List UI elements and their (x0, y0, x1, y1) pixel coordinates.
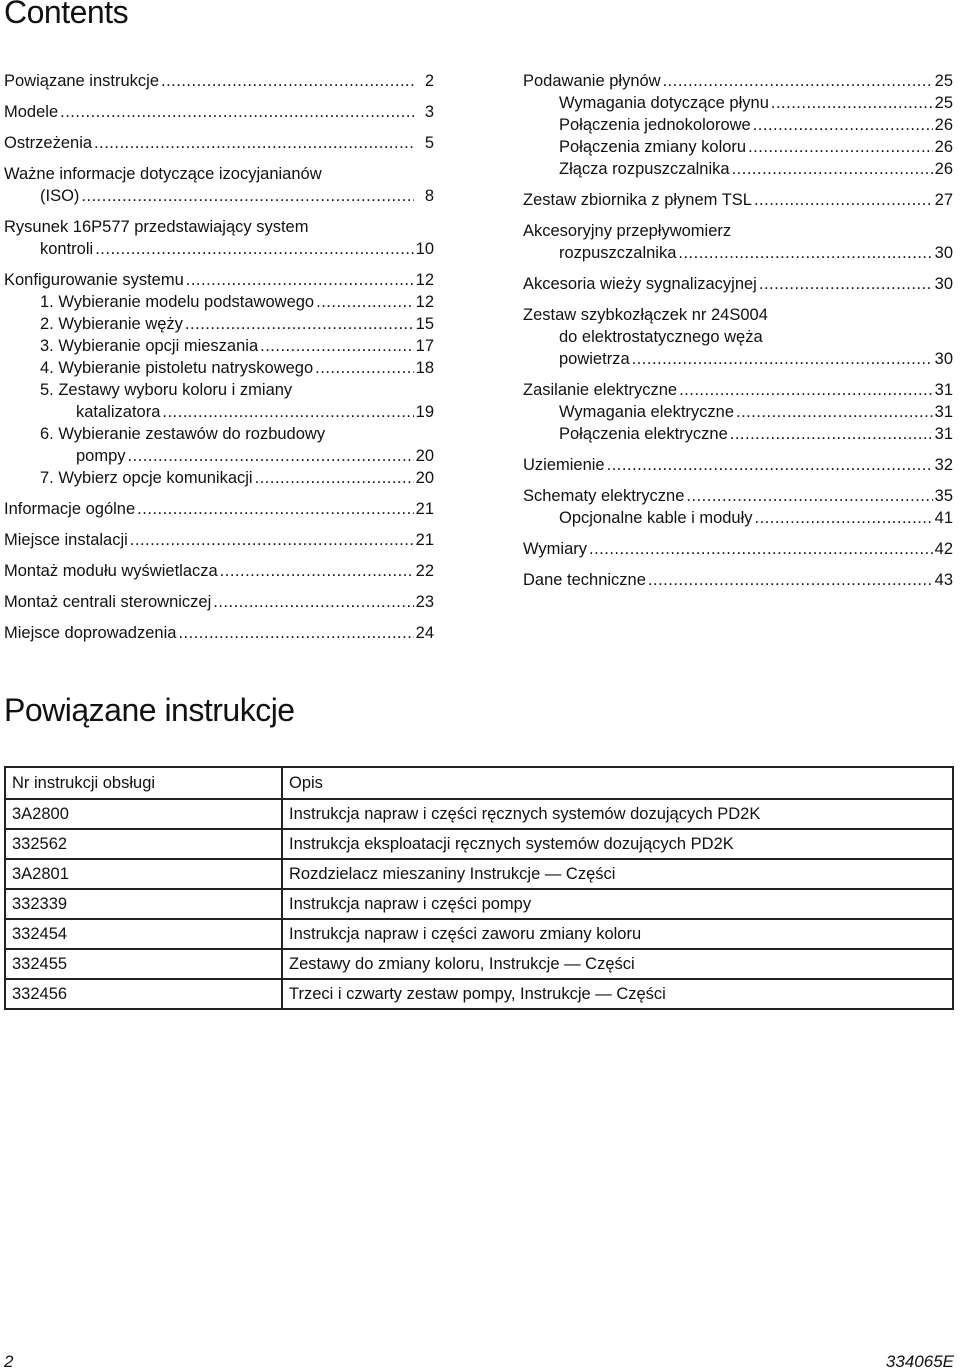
toc-entry-title: (ISO) (40, 187, 80, 205)
toc-entry-title: 6. Wybieranie zestawów do rozbudowy (40, 425, 326, 443)
toc-entry[interactable] (4, 101, 434, 123)
toc-entry[interactable] (4, 291, 434, 313)
toc-entry-title: Miejsce instalacji (4, 531, 128, 549)
dot-leader (130, 529, 414, 551)
toc-entry[interactable] (523, 273, 953, 295)
toc-entry-page: 23 (415, 593, 434, 611)
toc-entry[interactable] (4, 560, 434, 582)
toc-entry-page: 27 (934, 191, 953, 209)
toc-entry-page: 22 (415, 562, 434, 580)
toc-entry-title: Podawanie płynów (523, 72, 661, 90)
toc-entry[interactable] (523, 379, 953, 401)
toc-entry-title: katalizatora (76, 403, 161, 421)
toc-entry-title: Ważne informacje dotyczące izocyjanianów (4, 165, 322, 183)
toc-entry-title: Zasilanie elektryczne (523, 381, 678, 399)
toc-entry-title: rozpuszczalnika (559, 244, 677, 262)
toc-entry[interactable] (4, 423, 434, 467)
dot-leader (213, 591, 413, 613)
toc-entry-page: 18 (415, 359, 434, 377)
dot-leader (178, 622, 413, 644)
dot-leader (185, 313, 414, 335)
manual-number-cell: 332562 (5, 829, 282, 859)
dot-leader (260, 335, 414, 357)
toc-entry[interactable] (4, 132, 434, 154)
dot-leader (686, 485, 932, 507)
toc-entry-title: Wymagania dotyczące płynu (559, 94, 769, 112)
toc-entry-page: 25 (934, 72, 953, 90)
dot-leader (316, 291, 414, 313)
description-cell: Trzeci i czwarty zestaw pompy, Instrukcje — Części (282, 979, 953, 1009)
toc-entry[interactable] (4, 622, 434, 644)
dot-leader (94, 132, 414, 154)
toc-entry[interactable] (4, 357, 434, 379)
toc-entry-page: 2 (424, 72, 434, 90)
toc-entry-page: 20 (415, 447, 434, 465)
toc-entry-title: 3. Wybieranie opcji mieszania (40, 337, 259, 355)
toc-entry[interactable] (523, 485, 953, 507)
toc-entry-title: Opcjonalne kable i moduły (559, 509, 753, 527)
page-title: Contents (4, 0, 129, 30)
toc-entry-title: Złącza rozpuszczalnika (559, 160, 730, 178)
toc-entry[interactable] (523, 158, 953, 180)
toc-entry-title: 2. Wybieranie węży (40, 315, 183, 333)
toc-entry-title: Dane techniczne (523, 571, 646, 589)
dot-leader (732, 158, 933, 180)
toc-entry-page: 17 (415, 337, 434, 355)
toc-entry-title: kontroli (40, 240, 94, 258)
toc-entry-title: pompy (76, 447, 126, 465)
toc-entry[interactable] (4, 163, 434, 207)
toc-entry-title: Konfigurowanie systemu (4, 271, 184, 289)
related-instructions-table (4, 766, 954, 1010)
page-number: 2 (4, 1352, 14, 1371)
toc-entry-page: 21 (415, 531, 434, 549)
toc-entry-title: Powiązane instrukcje (4, 72, 159, 90)
toc-entry-title: Akcesoryjny przepływomierz (523, 222, 732, 240)
manual-number-cell: 332339 (5, 889, 282, 919)
toc-entry-page: 19 (415, 403, 434, 421)
toc-entry-page: 31 (934, 403, 953, 421)
toc-entry-title: 5. Zestawy wyboru koloru i zmiany (40, 381, 293, 399)
toc-entry-page: 41 (934, 509, 953, 527)
dot-leader (648, 569, 933, 591)
table-row (5, 889, 953, 919)
toc-entry-page: 10 (415, 240, 434, 258)
dot-leader (60, 101, 414, 123)
dot-leader (753, 114, 933, 136)
toc-entry-title: Schematy elektryczne (523, 487, 685, 505)
dot-leader (220, 560, 414, 582)
toc-entry-title: Akcesoria wieży sygnalizacyjnej (523, 275, 757, 293)
manual-number-cell: 332455 (5, 949, 282, 979)
toc-entry[interactable] (523, 114, 953, 136)
dot-leader (679, 379, 933, 401)
dot-leader (663, 70, 933, 92)
toc-entry-title: Miejsce doprowadzenia (4, 624, 177, 642)
dot-leader (678, 242, 932, 264)
toc-entry-page: 30 (934, 350, 953, 368)
table-row (5, 829, 953, 859)
toc-entry-page: 42 (934, 540, 953, 558)
description-cell: Instrukcja napraw i części pompy (282, 889, 953, 919)
related-instructions-heading: Powiązane instrukcje (4, 692, 295, 728)
toc-entry-page: 24 (415, 624, 434, 642)
dot-leader (186, 269, 414, 291)
dot-leader (315, 357, 413, 379)
toc-entry[interactable] (523, 454, 953, 476)
dot-leader (162, 401, 413, 423)
manual-number-cell: 332454 (5, 919, 282, 949)
dot-leader (632, 348, 933, 370)
toc-entry-title: 7. Wybierz opcje komunikacji (40, 469, 253, 487)
dot-leader (589, 538, 933, 560)
toc-left-column (4, 70, 434, 653)
toc-entry-title: Informacje ogólne (4, 500, 136, 518)
column-header-manual-number: Nr instrukcji obsługi (5, 767, 282, 799)
toc-entry-page: 21 (415, 500, 434, 518)
toc-entry[interactable] (4, 467, 434, 489)
dot-leader (161, 70, 414, 92)
toc-entry-page: 31 (934, 381, 953, 399)
toc-entry-page: 3 (424, 103, 434, 121)
toc-entry-title: Rysunek 16P577 przedstawiający system (4, 218, 309, 236)
toc-entry-page: 8 (424, 187, 434, 205)
manual-number-cell: 332456 (5, 979, 282, 1009)
toc-entry-title: Montaż centrali sterowniczej (4, 593, 212, 611)
toc-entry-title: Zestaw szybkozłączek nr 24S004 (523, 306, 768, 324)
toc-entry[interactable] (523, 569, 953, 591)
toc-entry[interactable] (523, 92, 953, 114)
table-row (5, 949, 953, 979)
toc-entry-title: Zestaw zbiornika z płynem TSL (523, 191, 752, 209)
toc-entry[interactable] (4, 70, 434, 92)
toc-entry-page: 26 (934, 116, 953, 134)
manual-number-cell: 3A2800 (5, 799, 282, 829)
dot-leader (81, 185, 414, 207)
dot-leader (128, 445, 414, 467)
toc-entry[interactable] (4, 313, 434, 335)
toc-entry[interactable] (523, 401, 953, 423)
toc-entry[interactable] (523, 423, 953, 445)
description-cell: Instrukcja napraw i części ręcznych systemów dozujących PD2K (282, 799, 953, 829)
toc-entry-page: 12 (415, 271, 434, 289)
toc-entry[interactable] (4, 216, 434, 260)
table-header-row (5, 767, 953, 799)
toc-entry-page: 15 (415, 315, 434, 333)
toc-entry-title: Połączenia zmiany koloru (559, 138, 747, 156)
dot-leader (137, 498, 413, 520)
toc-entry[interactable] (523, 136, 953, 158)
toc-entry-title: powietrza (559, 350, 630, 368)
toc-entry-title: 4. Wybieranie pistoletu natryskowego (40, 359, 314, 377)
dot-leader (771, 92, 933, 114)
table-row (5, 859, 953, 889)
toc-entry[interactable] (523, 220, 953, 264)
toc-entry-title: Połączenia elektryczne (559, 425, 728, 443)
dot-leader (759, 273, 933, 295)
dot-leader (255, 467, 414, 489)
toc-entry-title: Wymagania elektryczne (559, 403, 735, 421)
toc-entry-page: 25 (934, 94, 953, 112)
toc-entry[interactable] (4, 591, 434, 613)
toc-entry-page: 20 (415, 469, 434, 487)
toc-entry-title: Modele (4, 103, 59, 121)
toc-entry-page: 30 (934, 275, 953, 293)
toc-entry-page: 12 (415, 293, 434, 311)
toc-entry[interactable] (4, 335, 434, 357)
toc-entry[interactable] (4, 498, 434, 520)
toc-right-column (523, 70, 953, 600)
toc-entry[interactable] (523, 507, 953, 529)
description-cell: Zestawy do zmiany koloru, Instrukcje — Części (282, 949, 953, 979)
table-row (5, 799, 953, 829)
toc-entry[interactable] (523, 538, 953, 560)
toc-entry[interactable] (4, 379, 434, 423)
table-row (5, 919, 953, 949)
toc-entry-title: Ostrzeżenia (4, 134, 93, 152)
toc-entry[interactable] (523, 189, 953, 211)
toc-entry[interactable] (4, 529, 434, 551)
dot-leader (736, 401, 933, 423)
toc-entry-page: 43 (934, 571, 953, 589)
toc-entry-page: 26 (934, 160, 953, 178)
toc-entry-title: Uziemienie (523, 456, 605, 474)
toc-entry[interactable] (523, 304, 953, 370)
toc-entry[interactable] (523, 70, 953, 92)
toc-entry-page: 5 (424, 134, 434, 152)
dot-leader (95, 238, 413, 260)
description-cell: Instrukcja eksploatacji ręcznych systemów dozujących PD2K (282, 829, 953, 859)
toc-entry-title: Połączenia jednokolorowe (559, 116, 751, 134)
dot-leader (754, 189, 933, 211)
dot-leader (755, 507, 933, 529)
document-code: 334065E (885, 1352, 954, 1371)
dot-leader (730, 423, 933, 445)
toc-entry-page: 26 (934, 138, 953, 156)
toc-entry-title: Montaż modułu wyświetlacza (4, 562, 218, 580)
column-header-description: Opis (282, 767, 953, 799)
toc-entry-title: 1. Wybieranie modelu podstawowego (40, 293, 315, 311)
toc-entry[interactable] (4, 269, 434, 291)
toc-entry-page: 30 (934, 244, 953, 262)
dot-leader (607, 454, 933, 476)
toc-entry-title: do elektrostatycznego węża (559, 328, 763, 346)
toc-entry-page: 31 (934, 425, 953, 443)
toc-entry-page: 35 (934, 487, 953, 505)
manual-number-cell: 3A2801 (5, 859, 282, 889)
table-row (5, 979, 953, 1009)
description-cell: Instrukcja napraw i części zaworu zmiany koloru (282, 919, 953, 949)
dot-leader (748, 136, 933, 158)
toc-entry-page: 32 (934, 456, 953, 474)
toc-entry-title: Wymiary (523, 540, 588, 558)
description-cell: Rozdzielacz mieszaniny Instrukcje — Części (282, 859, 953, 889)
